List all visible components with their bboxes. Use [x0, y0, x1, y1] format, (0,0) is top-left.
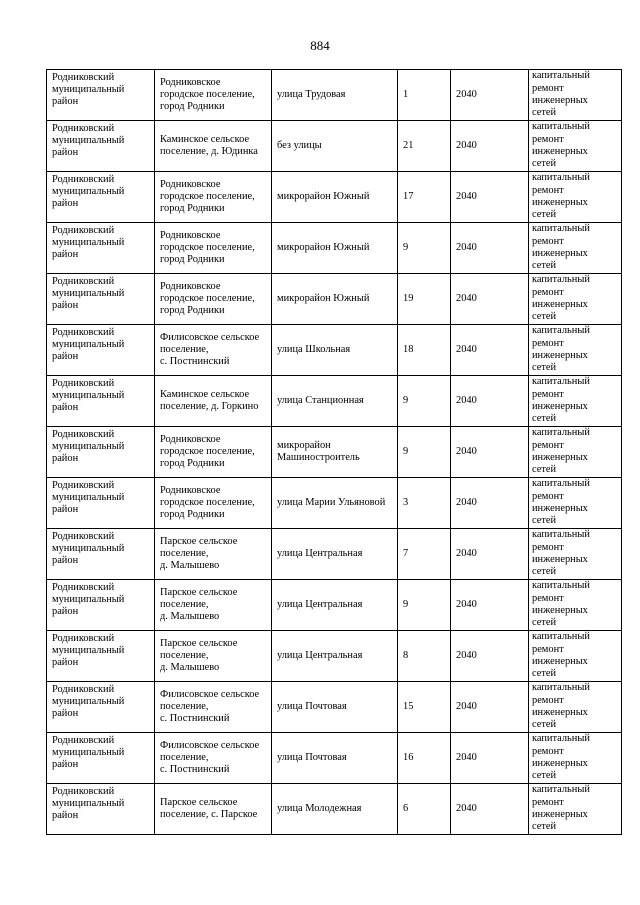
street-line: микрорайон: [277, 440, 331, 451]
work-type-line: капитальный: [532, 223, 590, 235]
settlement-line: поселение,: [160, 548, 209, 559]
street-line: микрорайон Южный: [277, 242, 370, 253]
settlement-line: городское поселение,: [160, 89, 255, 100]
district-line: Родниковский: [52, 276, 115, 287]
district-line: район: [52, 147, 79, 158]
settlement-line: городское поселение,: [160, 293, 255, 304]
street-line: Машиностроитель: [277, 452, 360, 463]
work-type-line: ремонт: [532, 490, 564, 502]
work-type-line: инженерных: [532, 350, 588, 361]
settlement-line: Парское сельское: [160, 587, 238, 598]
district-line: Родниковский: [52, 633, 115, 644]
year-cell: 2040: [451, 274, 529, 325]
district-line: Родниковский: [52, 225, 115, 236]
work-type-line: инженерных: [532, 605, 588, 616]
work-type-line: ремонт: [532, 592, 564, 604]
district-cell: [47, 631, 155, 682]
work-type-line: капитальный: [532, 733, 590, 745]
street-cell: [272, 376, 398, 427]
street-cell: [272, 325, 398, 376]
work-type-line: инженерных: [532, 452, 588, 463]
district-line: район: [52, 504, 79, 515]
year-cell: 2040: [451, 580, 529, 631]
street-line: улица Станционная: [277, 395, 364, 406]
work-type-line: ремонт: [532, 235, 564, 247]
work-type-line: ремонт: [532, 82, 564, 94]
district-line: район: [52, 657, 79, 668]
settlement-line: поселение, д. Горкино: [160, 401, 259, 412]
table-row: [47, 325, 622, 376]
settlement-line: д. Малышево: [160, 611, 220, 622]
district-cell: [47, 427, 155, 478]
table-row: [47, 478, 622, 529]
district-line: район: [52, 249, 79, 260]
street-cell: [272, 172, 398, 223]
work-type-line: инженерных: [532, 707, 588, 718]
district-cell: [47, 274, 155, 325]
work-type-line: капитальный: [532, 682, 590, 694]
work-type-line: капитальный: [532, 121, 590, 133]
year-cell: 2040: [451, 682, 529, 733]
year-cell: 2040: [451, 223, 529, 274]
house-number-cell: 9: [398, 427, 451, 478]
district-line: муниципальный: [52, 288, 125, 299]
district-line: Родниковский: [52, 123, 115, 134]
district-cell: [47, 325, 155, 376]
settlement-line: городское поселение,: [160, 497, 255, 508]
district-line: Родниковский: [52, 582, 115, 593]
district-line: район: [52, 810, 79, 821]
work-type-line: инженерных: [532, 95, 588, 106]
work-type-line: сетей: [532, 413, 557, 425]
house-number-cell: 21: [398, 121, 451, 172]
work-type-line: сетей: [532, 362, 557, 374]
district-line: Родниковский: [52, 174, 115, 185]
district-cell: [47, 376, 155, 427]
settlement-line: д. Малышево: [160, 560, 220, 571]
work-type-cell: [529, 376, 622, 427]
district-cell: [47, 478, 155, 529]
work-type-cell: [529, 70, 622, 121]
table-row: [47, 376, 622, 427]
house-number-cell: 18: [398, 325, 451, 376]
work-type-line: сетей: [532, 566, 557, 578]
work-type-line: ремонт: [532, 694, 564, 706]
work-type-line: ремонт: [532, 184, 564, 196]
district-line: Родниковский: [52, 429, 115, 440]
year-cell: 2040: [451, 478, 529, 529]
district-line: муниципальный: [52, 339, 125, 350]
district-line: муниципальный: [52, 186, 125, 197]
year-cell: 2040: [451, 733, 529, 784]
settlement-cell: [155, 223, 272, 274]
work-type-line: ремонт: [532, 796, 564, 808]
year-cell: 2040: [451, 325, 529, 376]
work-type-line: капитальный: [532, 631, 590, 643]
work-type-cell: [529, 172, 622, 223]
work-type-line: инженерных: [532, 656, 588, 667]
street-cell: [272, 478, 398, 529]
district-line: район: [52, 351, 79, 362]
work-type-cell: [529, 529, 622, 580]
settlement-line: город Родники: [160, 254, 225, 265]
district-cell: [47, 784, 155, 835]
settlement-line: д. Малышево: [160, 662, 220, 673]
settlement-cell: [155, 325, 272, 376]
house-number-cell: 6: [398, 784, 451, 835]
settlement-line: городское поселение,: [160, 242, 255, 253]
street-line: улица Трудовая: [277, 89, 346, 100]
district-line: муниципальный: [52, 492, 125, 503]
district-line: муниципальный: [52, 747, 125, 758]
settlement-line: поселение,: [160, 344, 209, 355]
work-type-line: инженерных: [532, 503, 588, 514]
work-type-cell: [529, 478, 622, 529]
settlement-line: Парское сельское: [160, 536, 238, 547]
house-number-cell: 9: [398, 580, 451, 631]
work-type-line: капитальный: [532, 325, 590, 337]
work-type-line: инженерных: [532, 401, 588, 412]
work-type-line: сетей: [532, 821, 557, 833]
work-type-line: капитальный: [532, 274, 590, 286]
street-line: улица Центральная: [277, 548, 363, 559]
table-row: [47, 223, 622, 274]
district-line: район: [52, 759, 79, 770]
street-line: улица Почтовая: [277, 752, 347, 763]
settlement-cell: [155, 478, 272, 529]
district-line: район: [52, 555, 79, 566]
district-line: муниципальный: [52, 390, 125, 401]
street-line: улица Школьная: [277, 344, 351, 355]
work-type-line: инженерных: [532, 197, 588, 208]
street-line: улица Почтовая: [277, 701, 347, 712]
settlement-line: Родниковское: [160, 179, 221, 190]
table-row: [47, 784, 622, 835]
work-type-line: капитальный: [532, 529, 590, 541]
settlement-line: город Родники: [160, 509, 225, 520]
district-cell: [47, 70, 155, 121]
work-type-line: инженерных: [532, 554, 588, 565]
district-cell: [47, 529, 155, 580]
street-line: микрорайон Южный: [277, 293, 370, 304]
page-number: 884: [310, 38, 330, 53]
work-type-line: сетей: [532, 617, 557, 629]
street-cell: [272, 121, 398, 172]
work-type-cell: [529, 325, 622, 376]
table-row: [47, 70, 622, 121]
house-number-cell: 7: [398, 529, 451, 580]
district-line: район: [52, 300, 79, 311]
table-body: [47, 70, 622, 835]
street-cell: [272, 631, 398, 682]
district-cell: [47, 580, 155, 631]
year-cell: 2040: [451, 631, 529, 682]
work-type-line: капитальный: [532, 784, 590, 796]
district-line: муниципальный: [52, 543, 125, 554]
district-line: Родниковский: [52, 327, 115, 338]
work-type-line: сетей: [532, 515, 557, 527]
street-cell: [272, 427, 398, 478]
street-cell: [272, 682, 398, 733]
settlement-line: город Родники: [160, 458, 225, 469]
table-row: [47, 580, 622, 631]
district-line: муниципальный: [52, 645, 125, 656]
district-line: Родниковский: [52, 72, 115, 83]
district-line: Родниковский: [52, 735, 115, 746]
work-type-line: инженерных: [532, 758, 588, 769]
settlement-line: городское поселение,: [160, 191, 255, 202]
settlement-line: Парское сельское: [160, 797, 238, 808]
work-type-line: капитальный: [532, 172, 590, 184]
street-cell: [272, 274, 398, 325]
street-cell: [272, 784, 398, 835]
settlement-line: Парское сельское: [160, 638, 238, 649]
district-line: район: [52, 198, 79, 209]
house-number-cell: 15: [398, 682, 451, 733]
settlement-line: с. Постнинский: [160, 356, 230, 367]
district-line: район: [52, 453, 79, 464]
settlement-line: поселение, с. Парское: [160, 809, 258, 820]
settlement-line: поселение,: [160, 701, 209, 712]
year-cell: 2040: [451, 70, 529, 121]
district-line: Родниковский: [52, 786, 115, 797]
house-number-cell: 9: [398, 376, 451, 427]
work-type-line: сетей: [532, 158, 557, 170]
district-cell: [47, 121, 155, 172]
year-cell: 2040: [451, 172, 529, 223]
settlement-line: город Родники: [160, 101, 225, 112]
work-type-line: капитальный: [532, 70, 590, 82]
work-type-line: капитальный: [532, 427, 590, 439]
year-cell: 2040: [451, 121, 529, 172]
work-type-line: ремонт: [532, 388, 564, 400]
street-line: улица Молодежная: [277, 803, 362, 814]
work-type-line: сетей: [532, 464, 557, 476]
settlement-line: Родниковское: [160, 434, 221, 445]
house-number-cell: 17: [398, 172, 451, 223]
street-line: улица Марии Ульяновой: [277, 497, 386, 508]
table-row: [47, 631, 622, 682]
table-row: [47, 274, 622, 325]
work-type-line: инженерных: [532, 809, 588, 820]
settlement-line: Родниковское: [160, 485, 221, 496]
settlement-line: Филисовское сельское: [160, 689, 260, 700]
district-cell: [47, 172, 155, 223]
settlement-cell: [155, 580, 272, 631]
work-type-line: сетей: [532, 209, 557, 221]
table-row: [47, 529, 622, 580]
district-line: муниципальный: [52, 594, 125, 605]
settlement-line: поселение, д. Юдинка: [160, 146, 258, 157]
settlement-cell: [155, 172, 272, 223]
table-row: [47, 121, 622, 172]
street-cell: [272, 70, 398, 121]
district-line: муниципальный: [52, 84, 125, 95]
table-row: [47, 682, 622, 733]
settlement-line: с. Постнинский: [160, 764, 230, 775]
work-type-line: капитальный: [532, 580, 590, 592]
work-type-line: сетей: [532, 260, 557, 272]
work-type-line: сетей: [532, 311, 557, 323]
work-type-cell: [529, 427, 622, 478]
year-cell: 2040: [451, 376, 529, 427]
street-line: улица Центральная: [277, 599, 363, 610]
street-cell: [272, 733, 398, 784]
table-row: [47, 733, 622, 784]
work-type-cell: [529, 580, 622, 631]
street-cell: [272, 580, 398, 631]
settlement-line: поселение,: [160, 599, 209, 610]
district-line: район: [52, 402, 79, 413]
settlement-cell: [155, 427, 272, 478]
work-type-line: сетей: [532, 668, 557, 680]
work-type-line: ремонт: [532, 337, 564, 349]
district-line: район: [52, 708, 79, 719]
district-line: Родниковский: [52, 480, 115, 491]
year-cell: 2040: [451, 529, 529, 580]
district-line: муниципальный: [52, 441, 125, 452]
house-number-cell: 9: [398, 223, 451, 274]
work-type-line: инженерных: [532, 248, 588, 259]
district-line: район: [52, 96, 79, 107]
settlement-cell: [155, 529, 272, 580]
street-line: без улицы: [277, 140, 322, 151]
street-cell: [272, 529, 398, 580]
settlement-cell: [155, 682, 272, 733]
street-cell: [272, 223, 398, 274]
settlement-line: поселение,: [160, 752, 209, 763]
settlement-cell: [155, 70, 272, 121]
housing-repair-table: [46, 69, 622, 835]
settlement-cell: [155, 733, 272, 784]
work-type-line: сетей: [532, 719, 557, 731]
work-type-cell: [529, 274, 622, 325]
street-line: улица Центральная: [277, 650, 363, 661]
settlement-cell: [155, 274, 272, 325]
work-type-cell: [529, 733, 622, 784]
year-cell: 2040: [451, 784, 529, 835]
district-line: муниципальный: [52, 696, 125, 707]
district-line: муниципальный: [52, 135, 125, 146]
settlement-cell: [155, 376, 272, 427]
settlement-line: Родниковское: [160, 281, 221, 292]
work-type-line: капитальный: [532, 376, 590, 388]
work-type-line: ремонт: [532, 133, 564, 145]
work-type-cell: [529, 784, 622, 835]
settlement-line: городское поселение,: [160, 446, 255, 457]
settlement-line: Филисовское сельское: [160, 740, 260, 751]
table-row: [47, 427, 622, 478]
district-line: Родниковский: [52, 531, 115, 542]
district-line: Родниковский: [52, 684, 115, 695]
district-line: район: [52, 606, 79, 617]
work-type-line: сетей: [532, 107, 557, 119]
settlement-line: Родниковское: [160, 77, 221, 88]
district-cell: [47, 682, 155, 733]
settlement-cell: [155, 121, 272, 172]
settlement-line: город Родники: [160, 203, 225, 214]
work-type-line: инженерных: [532, 299, 588, 310]
district-line: Родниковский: [52, 378, 115, 389]
work-type-cell: [529, 121, 622, 172]
district-line: муниципальный: [52, 798, 125, 809]
street-line: микрорайон Южный: [277, 191, 370, 202]
work-type-cell: [529, 682, 622, 733]
house-number-cell: 1: [398, 70, 451, 121]
settlement-line: Каминское сельское: [160, 389, 250, 400]
settlement-line: Каминское сельское: [160, 134, 250, 145]
work-type-line: ремонт: [532, 541, 564, 553]
house-number-cell: 16: [398, 733, 451, 784]
district-cell: [47, 733, 155, 784]
work-type-cell: [529, 223, 622, 274]
work-type-line: ремонт: [532, 439, 564, 451]
house-number-cell: 19: [398, 274, 451, 325]
table-row: [47, 172, 622, 223]
settlement-cell: [155, 784, 272, 835]
work-type-line: ремонт: [532, 745, 564, 757]
settlement-line: Филисовское сельское: [160, 332, 260, 343]
district-line: муниципальный: [52, 237, 125, 248]
year-cell: 2040: [451, 427, 529, 478]
settlement-line: с. Постнинский: [160, 713, 230, 724]
work-type-cell: [529, 631, 622, 682]
work-type-line: ремонт: [532, 286, 564, 298]
work-type-line: капитальный: [532, 478, 590, 490]
district-cell: [47, 223, 155, 274]
work-type-line: инженерных: [532, 146, 588, 157]
settlement-line: Родниковское: [160, 230, 221, 241]
work-type-line: сетей: [532, 770, 557, 782]
work-type-line: ремонт: [532, 643, 564, 655]
house-number-cell: 8: [398, 631, 451, 682]
settlement-line: город Родники: [160, 305, 225, 316]
settlement-cell: [155, 631, 272, 682]
house-number-cell: 3: [398, 478, 451, 529]
settlement-line: поселение,: [160, 650, 209, 661]
